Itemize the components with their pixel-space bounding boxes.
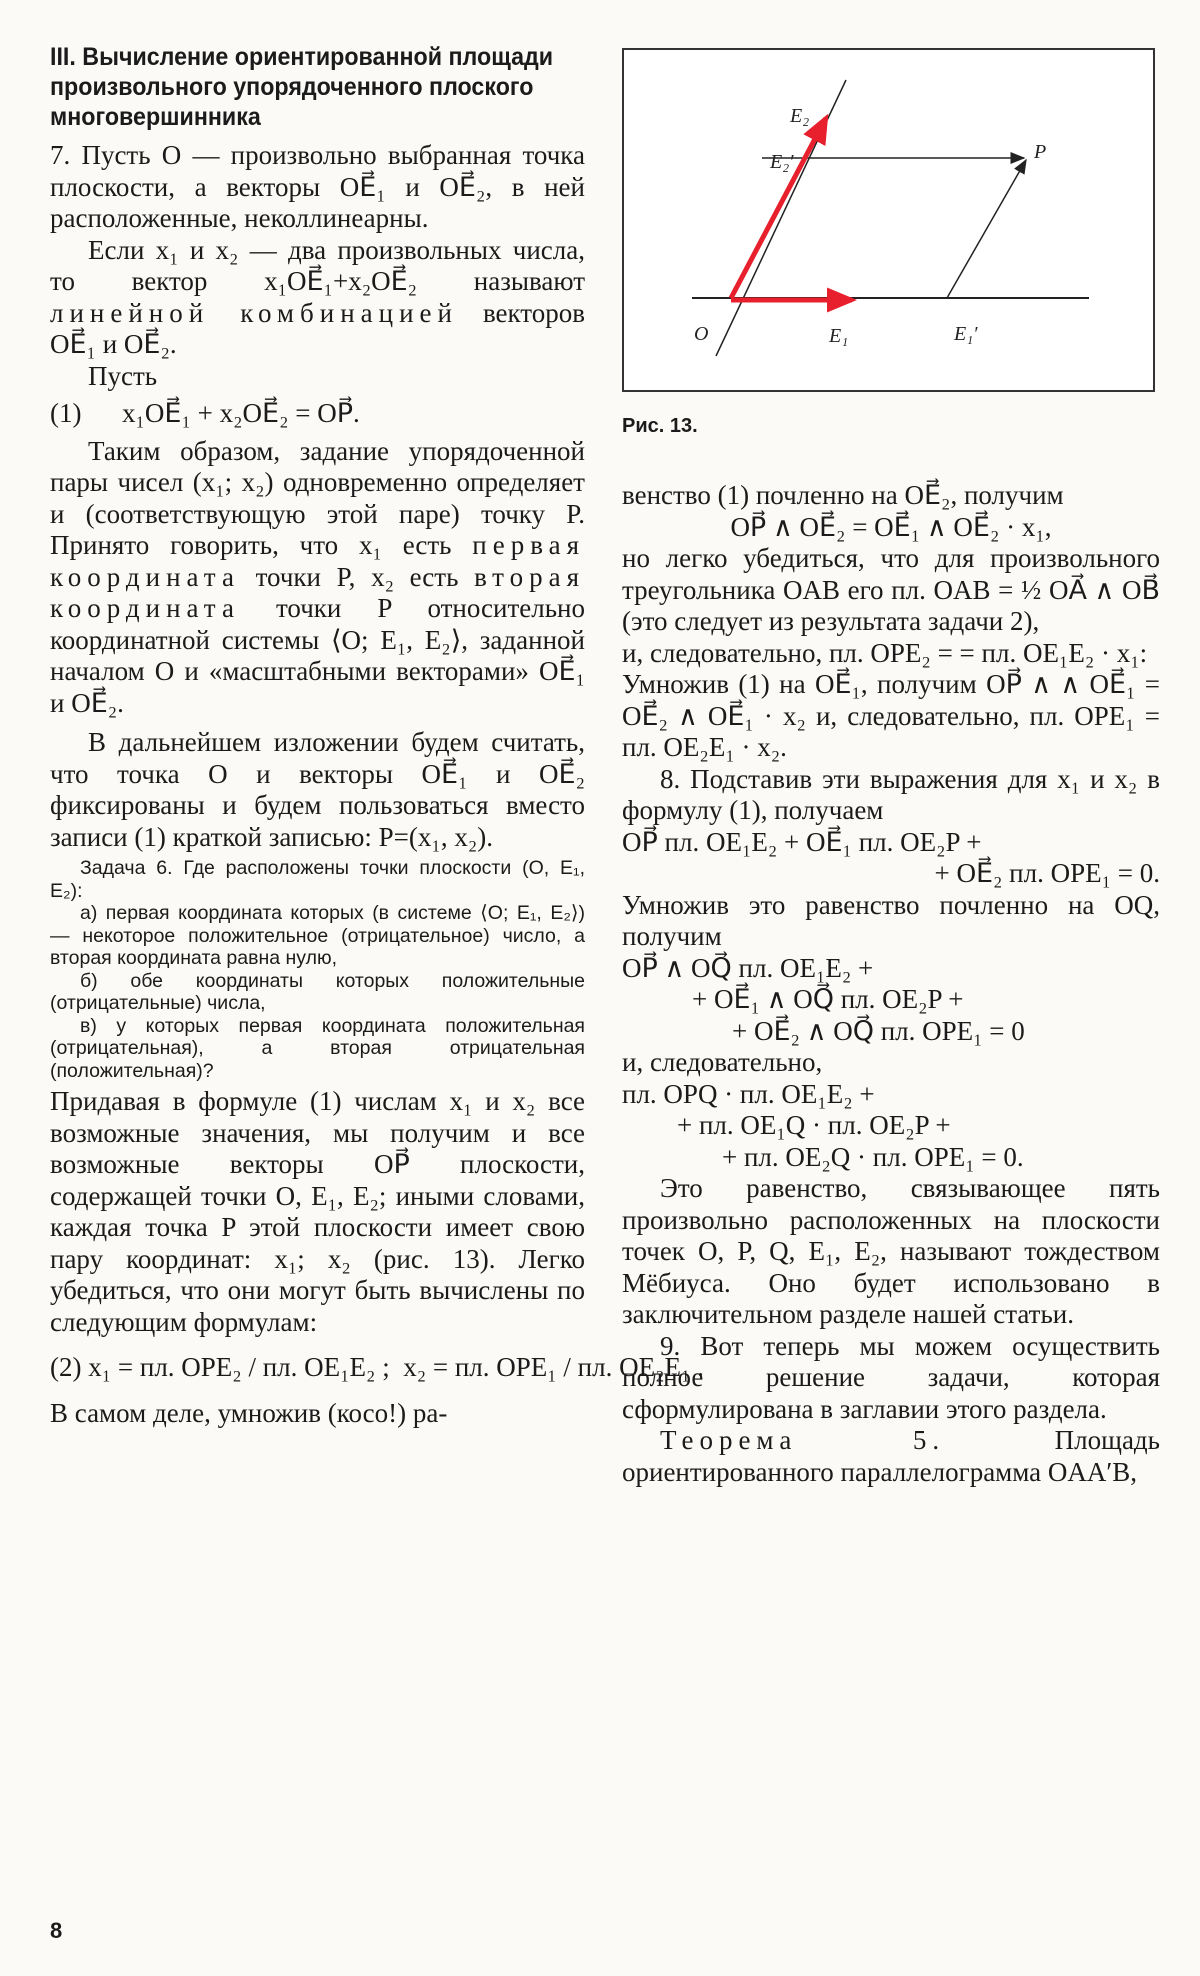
paragraph-formulas: Придавая в формуле (1) числам x₁ и x₂ все возможные значения, мы получим и все возможные векторы OP⃗ плоскости, содержащей точки O, E₁, E₂; иными словами, каждая точка P этой плоскости имеет свою пару координат: x₁; x₂ (рис. 13). Легко убедиться, что они могут быть вычислены по следующим формулам:	[50, 1086, 585, 1337]
paragraph-7: 7. Пусть O — произвольно выбранная точка плоскости, а векторы OE⃗₁ и OE⃗₂, в ней расположенные, неколлинеарны.	[50, 140, 585, 233]
term-first-coordinate: первая координата	[50, 530, 585, 592]
vector-oe2	[731, 118, 826, 298]
text-line: венство (1) почленно на OE⃗₂, получим	[622, 480, 1064, 510]
paragraph-mobius: Это равенство, связывающее пять произвольно расположенных на плоскости точек O, P, Q, E₁, E₂, называют тождеством Мёбиуса. Оно будет использовано в заключительном разделе нашей статьи.	[622, 1173, 1160, 1329]
equation: + OE⃗₁ ∧ OQ⃗ пл. OE₂P +	[692, 984, 964, 1014]
equation: + пл. OE₁Q · пл. OE₂P +	[677, 1110, 951, 1140]
page-number: 8	[50, 1918, 63, 1943]
label-p: P	[1034, 141, 1047, 163]
paragraph-fixed: В дальнейшем изложении будем считать, что точка O и векторы OE⃗₁ и OE⃗₂ фиксированы и будем пользоваться вместо записи (1) краткой записью: P=(x₁, x₂).	[50, 727, 585, 852]
figure-13	[622, 48, 1155, 392]
section-heading: III. Вычисление ориентированной площади произвольного упорядоченного плоского многовершинника	[50, 43, 554, 131]
paragraph-let: Пусть	[88, 360, 158, 391]
text: Если x₁ и x₂ — два произвольных числа, то вектор x₁OE⃗₁+x₂OE⃗₂ называют	[50, 234, 585, 296]
equation: пл. OPQ · пл. OE₁E₂ +	[622, 1078, 875, 1109]
text-line: Умножив это равенство почленно на OQ, получим	[622, 889, 1160, 951]
term-second-coordinate: вторая координата	[50, 561, 585, 623]
text-line: и, следовательно, пл. OPE₂ = = пл. OE₁E₂ · x₁:	[622, 637, 1148, 668]
vector-e1p-p	[947, 160, 1026, 298]
equation: + OE⃗₂ пл. OPE₁ = 0.	[934, 858, 1160, 888]
equation: OP⃗ пл. OE₁E₂ + OE⃗₁ пл. OE₂P +	[622, 826, 982, 857]
task-item-b: б) обе координаты которых положительные (отрицательные) числа,	[50, 969, 585, 1014]
text: векторов OE⃗₁ и OE⃗₂.	[50, 297, 585, 359]
formula-1: (1) x₁OE⃗₁ + x₂OE⃗₂ = OP⃗.	[50, 398, 360, 428]
right-column	[622, 480, 1160, 1488]
formula-2: (2) x₁ = пл. OPE₂ / пл. OE₁E₂ ; x₂ = пл. OPE₁ / пл. OE₂E₁ .	[50, 1352, 704, 1382]
label-e1-prime: E₁′	[954, 323, 978, 345]
label-e1: E₁	[829, 325, 849, 347]
label-o: O	[694, 323, 709, 345]
text: Таким образом, задание упорядоченной пары чисел (x₁; x₂) одновременно определяет и (соответствующую этой паре) точку P. Принято говорить, что x₁ есть	[50, 435, 585, 560]
text-line: и, следовательно,	[622, 1047, 823, 1077]
theorem-text: Площадь ориентированного параллелограмма OAA′B,	[622, 1425, 1160, 1487]
task-title: Задача 6. Где расположены точки плоскости (O, E₁, E₂):	[50, 857, 585, 902]
equation: OP⃗ ∧ OQ⃗ пл. OE₁E₂ +	[622, 952, 874, 983]
equation: + OE⃗₂ ∧ OQ⃗ пл. OPE₁ = 0	[732, 1015, 1025, 1046]
paragraph-coordinates	[50, 436, 585, 720]
equation: OP⃗ ∧ OE⃗₂ = OE⃗₁ ∧ OE⃗₂ · x₁,	[730, 511, 1052, 542]
parallelogram-diagram	[624, 50, 1153, 390]
equation: + пл. OE₂Q · пл. OPE₁ = 0.	[722, 1141, 1024, 1172]
paragraph-linear-combination	[50, 235, 585, 361]
task-item-c: в) у которых первая координата положительная (отрицательная), а вторая отрицательная (положительная)?	[50, 1014, 585, 1082]
paragraph-8: 8. Подставив эти выражения для x₁ и x₂ в формулу (1), получаем	[622, 763, 1160, 825]
left-column	[50, 42, 704, 1429]
label-e2: E₂	[790, 105, 810, 127]
label-e2-prime: E₂′	[770, 151, 794, 173]
text: точки P относительно координатной системы ⟨O; E₁, E₂⟩, заданной началом O и «масштабными векторами» OE⃗₁ и OE⃗₂.	[50, 593, 585, 718]
paragraph-indeed: В самом деле, умножив (косо!) ра-	[50, 1397, 448, 1428]
text: точки P, x₂ есть	[239, 561, 475, 592]
paragraph-9: 9. Вот теперь мы можем осуществить полное решение задачи, которая сформулирована в заглавии этого раздела.	[622, 1330, 1160, 1424]
theorem-5	[622, 1425, 1160, 1488]
figure-caption: Рис. 13.	[622, 415, 698, 437]
task-6	[50, 857, 585, 1082]
theorem-label: Теорема 5.	[660, 1425, 946, 1455]
text-line: Умножив (1) на OE⃗₁, получим OP⃗ ∧ ∧ OE⃗₁ = OE⃗₂ ∧ OE⃗₁ · x₂ и, следовательно, пл. OPE₁ = пл. OE₂E₁ · x₂.	[622, 669, 1160, 762]
term-linear-combination: линейной комбинацией	[50, 297, 458, 328]
text-line: но легко убедиться, что для произвольного треугольника OAB его пл. OAB = ½ OA⃗ ∧ OB⃗ (это следует из результата задачи 2),	[622, 543, 1160, 636]
task-item-a: а) первая координата которых (в системе ⟨O; E₁, E₂⟩) — некоторое положительное (отрицательное) число, а вторая координата равна нулю,	[50, 902, 585, 969]
